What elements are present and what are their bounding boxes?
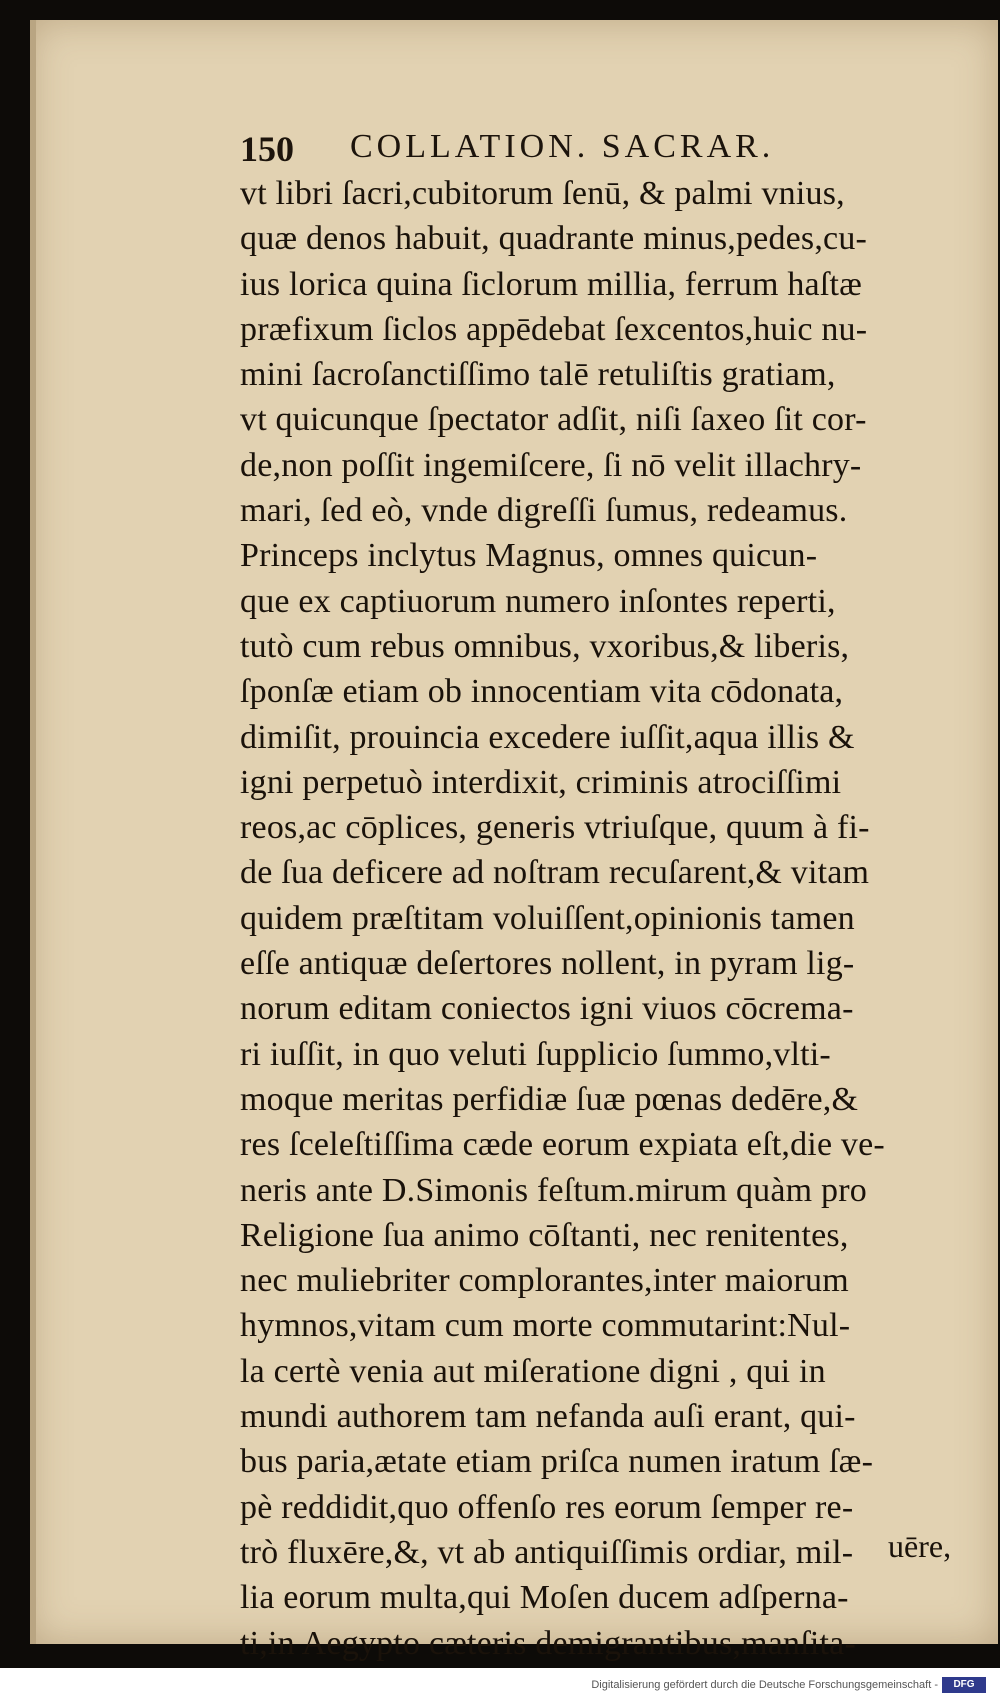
dfg-logo: DFG bbox=[942, 1677, 986, 1693]
text-line: tutò cum rebus omnibus, vxoribus,& liberis, bbox=[240, 627, 850, 665]
footer-credit: Digitalisierung gefördert durch die Deutsche Forschungsgemeinschaft - bbox=[591, 1679, 938, 1691]
text-line: mundi authorem tam nefanda auſi erant, qui- bbox=[240, 1398, 856, 1436]
text-line: lia eorum multa,qui Moſen ducem adſperna- bbox=[240, 1579, 849, 1617]
catchword: uēre, bbox=[888, 1528, 952, 1564]
text-line: ius lorica quina ſiclorum millia, ferrum haſtæ bbox=[240, 265, 862, 303]
text-line: ti,in Aegypto cæteris demigrantibus,manſita- bbox=[240, 1624, 856, 1662]
text-line: mini ſacroſanctiſſimo talē retuliſtis gratiam, bbox=[240, 356, 836, 394]
text-line: trò fluxēre,&, vt ab antiquiſſimis ordiar, mil- bbox=[240, 1533, 854, 1571]
text-line: que ex captiuorum numero inſontes reperti, bbox=[240, 582, 836, 620]
running-head: COLLATION. SACRAR. bbox=[350, 128, 775, 165]
text-line: præfixum ſiclos appēdebat ſexcentos,huic nu- bbox=[240, 310, 868, 348]
page-number: 150 bbox=[240, 129, 294, 169]
text-line: ri iuſſit, in quo veluti ſupplicio ſummo,vlti- bbox=[240, 1035, 831, 1073]
text-line: norum editam coniectos igni viuos cōcrema- bbox=[240, 990, 854, 1028]
text-line: nec muliebriter complorantes,inter maiorum bbox=[240, 1262, 849, 1300]
text-line: Princeps inclytus Magnus, omnes quicun- bbox=[240, 537, 818, 575]
text-line: quæ denos habuit, quadrante minus,pedes,cu- bbox=[240, 220, 868, 258]
text-line: neris ante D.Simonis feſtum.mirum quàm pro bbox=[240, 1171, 867, 1209]
text-line: bus paria,ætate etiam priſca numen iratum ſæ- bbox=[240, 1443, 874, 1481]
body-text bbox=[240, 171, 980, 1666]
text-line: quidem præſtitam voluiſſent,opinionis tamen bbox=[240, 899, 855, 937]
text-line: pè reddidit,quo offenſo res eorum ſemper re- bbox=[240, 1488, 854, 1526]
text-line: hymnos,vitam cum morte commutarint:Nul- bbox=[240, 1307, 851, 1345]
text-line: moque meritas perfidiæ ſuæ pœnas dedēre,& bbox=[240, 1080, 859, 1118]
text-line: mari, ſed eò, vnde digreſſi ſumus, redeamus. bbox=[240, 492, 848, 530]
page-edge bbox=[30, 20, 36, 1644]
text-line: eſſe antiquæ deſertores nollent, in pyram lig- bbox=[240, 945, 855, 983]
text-line: igni perpetuò interdixit, criminis atrociſſimi bbox=[240, 763, 842, 801]
text-line: la certè venia aut miſeratione digni , qui in bbox=[240, 1352, 826, 1390]
text-line: dimiſit, prouincia excedere iuſſit,aqua illis & bbox=[240, 718, 855, 756]
text-line: Religione ſua animo cōſtanti, nec renitentes, bbox=[240, 1216, 849, 1254]
text-line: de,non poſſit ingemiſcere, ſi nō velit illachry- bbox=[240, 446, 862, 484]
text-line: vt quicunque ſpectator adſit, niſi ſaxeo ſit cor- bbox=[240, 401, 867, 439]
text-line: res ſceleſtiſſima cæde eorum expiata eſt,die ve- bbox=[240, 1126, 885, 1164]
text-line: de ſua deficere ad noſtram recuſarent,& vitam bbox=[240, 854, 870, 892]
page-header bbox=[240, 128, 920, 176]
text-line: vt libri ſacri,cubitorum ſenū, & palmi vnius, bbox=[240, 175, 845, 212]
text-line: ſponſæ etiam ob innocentiam vita cōdonata, bbox=[240, 673, 844, 711]
text-line: reos,ac cōplices, generis vtriuſque, quum à fi- bbox=[240, 809, 870, 847]
